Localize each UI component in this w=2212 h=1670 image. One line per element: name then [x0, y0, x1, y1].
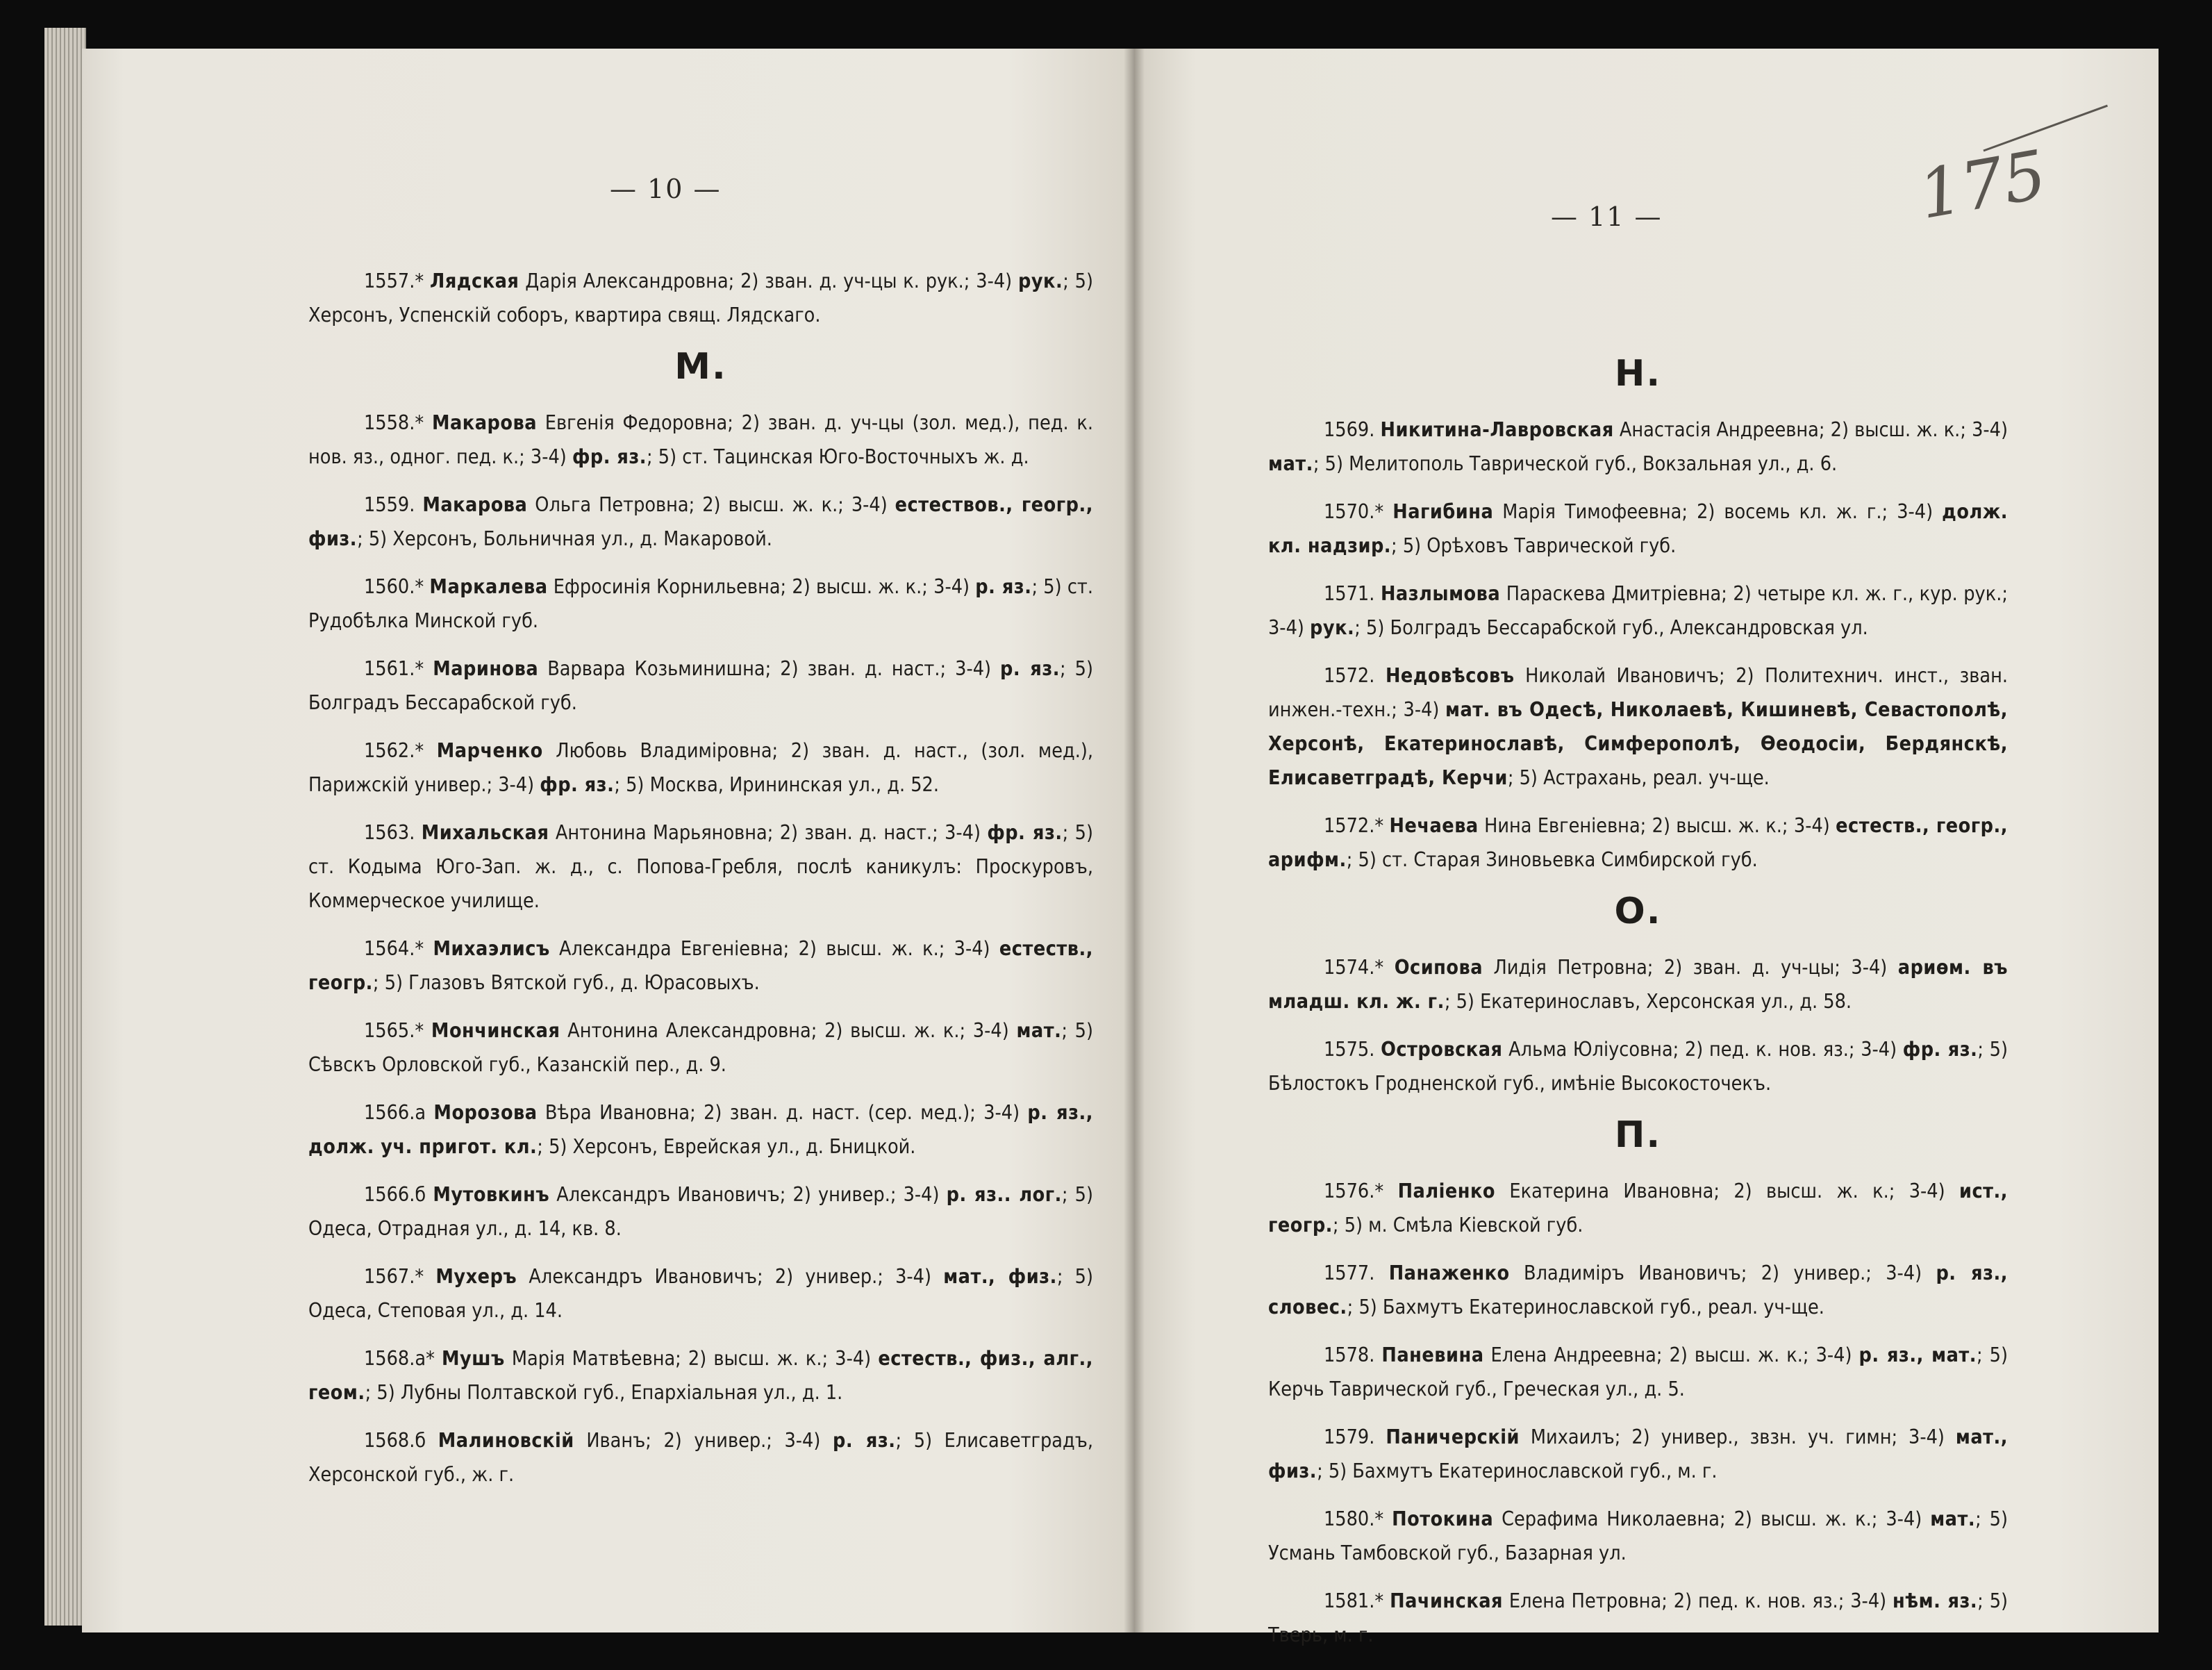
entry-bold-text: естеств., геогр., арифм. — [1268, 814, 2008, 871]
entry-text: ; 5) Елисаветградъ, Херсонской губ., ж. г. — [308, 1429, 1094, 1486]
book-gutter — [1124, 49, 1145, 1632]
entry-text: 1568.б — [364, 1429, 438, 1452]
entry-text: ; 5) Екатеринославъ, Херсонская ул., д. 58. — [1444, 990, 1852, 1013]
entry-bold-text: р. яз., словес. — [1268, 1262, 2008, 1318]
entry-text: Серафима Николаевна; 2) высш. ж. к.; 3-4) — [1493, 1507, 1931, 1530]
entry-text: 1579. — [1324, 1425, 1386, 1448]
register-entry — [308, 570, 1093, 638]
entry-text: Евгенія Федоровна; 2) зван. д. уч-цы (зол. мед.), пед. к. нов. яз., одног. пед. к.; 3-4) — [308, 411, 1093, 468]
register-entry — [1268, 1584, 2008, 1652]
register-entry — [1268, 1338, 2008, 1406]
entry-bold-text: Никитина-Лавровская — [1380, 418, 1614, 441]
entry-bold-text: Марченко — [436, 739, 543, 762]
entry-text: ; 5) ст. Рудобѣлка Минской губ. — [308, 575, 1094, 632]
entry-text: ; 5) м. Смѣла Кіевской губ. — [1332, 1214, 1583, 1237]
entry-text: Дарія Александровна; 2) зван. д. уч-цы к. рук.; 3-4) — [519, 270, 1018, 292]
register-entry — [308, 1259, 1093, 1328]
entry-text: ; 5) Тверь, м. г. — [1268, 1589, 2009, 1646]
entry-bold-text: мат., физ. — [943, 1265, 1057, 1288]
entry-text: 1561.* — [364, 657, 433, 680]
entry-text: 1564.* — [364, 937, 433, 960]
entry-bold-text: Панаженко — [1388, 1262, 1510, 1284]
entry-bold-text: мат. — [1016, 1019, 1062, 1042]
entry-bold-text: Нечаева — [1389, 814, 1479, 837]
entry-bold-text: ариѳм. въ младш. кл. ж. г. — [1268, 956, 2008, 1013]
register-entry — [308, 264, 1093, 332]
register-entry — [308, 1423, 1093, 1491]
entry-bold-text: Осипова — [1394, 956, 1483, 979]
entry-bold-text: мат. — [1268, 452, 1313, 475]
entry-text: ; 5) Глазовъ Вятской губ., д. Юрасовыхъ. — [372, 971, 760, 994]
entry-text: ; 5) Болградъ Бессарабской губ., Александровская ул. — [1354, 616, 1868, 639]
entry-bold-text: Макарова — [422, 493, 528, 516]
entry-text: ; 5) Астрахань, реал. уч-ще. — [1507, 766, 1770, 789]
register-entry — [1268, 950, 2008, 1018]
entry-bold-text: Макарова — [431, 411, 538, 434]
entry-bold-text: Малиновскій — [438, 1429, 574, 1452]
entry-text: ; 5) Херсонъ, Успенскій соборъ, квартира свящ. Лядскаго. — [308, 270, 1093, 326]
entry-text: Марія Матвѣевна; 2) высш. ж. к.; 3-4) — [504, 1347, 879, 1370]
entry-bold-text: р. яз. — [1000, 657, 1061, 680]
register-entry — [308, 1341, 1093, 1409]
entry-text: 1581.* — [1324, 1589, 1390, 1612]
page-number-left: — 10 — — [610, 174, 722, 204]
register-entry — [1268, 413, 2008, 481]
entry-bold-text: Недовѣсовъ — [1385, 664, 1515, 687]
right-page — [1134, 49, 2159, 1646]
entry-text: Елена Петровна; 2) пед. к. нов. яз.; 3-4) — [1503, 1589, 1893, 1612]
entry-bold-text: фр. яз. — [1902, 1038, 1978, 1061]
entry-bold-text: р. яз., мат. — [1858, 1344, 1977, 1366]
entry-text: 1568.а* — [364, 1347, 442, 1370]
register-entry — [1268, 1032, 2008, 1100]
register-entry — [308, 1177, 1093, 1246]
section-letter: М. — [674, 346, 727, 388]
archive-handwritten-number: 175 — [1913, 135, 2052, 235]
page-number-right: — 11 — — [1551, 201, 1663, 232]
entry-text: ; 5) ст. Кодыма Юго-Зап. ж. д., с. Попова-Гребля, послѣ каникулъ: Проскуровъ, Коммерческое училище. — [308, 821, 1093, 912]
entry-bold-text: р. яз. — [975, 575, 1032, 598]
register-entry — [308, 1014, 1093, 1082]
entry-text: Николай Ивановичъ; 2) Политехнич. инст., зван. инжен.-техн.; 3-4) — [1268, 664, 2008, 721]
entry-text: 1560.* — [364, 575, 430, 598]
entry-bold-text: нѣм. яз. — [1893, 1589, 1978, 1612]
entry-text: ; 5) Усмань Тамбовской губ., Базарная ул. — [1268, 1507, 2008, 1564]
entry-text: 1562.* — [364, 739, 437, 762]
entry-text: 1574.* — [1324, 956, 1395, 979]
section-letter: П. — [1614, 1114, 1662, 1156]
entry-text: Екатерина Ивановна; 2) высш. ж. к.; 3-4) — [1495, 1180, 1959, 1202]
register-entry — [308, 488, 1093, 556]
register-entry — [308, 734, 1093, 802]
entry-bold-text: Мончинская — [431, 1019, 560, 1042]
entry-text: Владиміръ Ивановичъ; 2) универ.; 3-4) — [1509, 1262, 1936, 1284]
entry-bold-text: Нагибина — [1392, 500, 1494, 523]
entry-text: Альма Юліусовна; 2) пед. к. нов. яз.; 3-4) — [1502, 1038, 1903, 1061]
register-entry — [308, 816, 1093, 918]
entry-bold-text: естествов., геогр., физ. — [308, 493, 1093, 550]
entry-text: 1566.б — [364, 1183, 433, 1206]
entry-bold-text: Паліенко — [1397, 1180, 1496, 1202]
entry-text: ; 5) Москва, Ирининская ул., д. 52. — [614, 773, 940, 796]
entry-text: ; 5) Бѣлостокъ Гродненской губ., имѣніе Высокосточекъ. — [1268, 1038, 2008, 1095]
entry-bold-text: Назлымова — [1380, 582, 1501, 605]
entry-text: 1576.* — [1324, 1180, 1398, 1202]
entry-text: 1580.* — [1324, 1507, 1392, 1530]
entry-bold-text: долж. кл. надзир. — [1268, 500, 2008, 557]
right-page-text — [1268, 347, 2008, 1666]
entry-bold-text: Лядская — [430, 270, 519, 292]
entry-text: Александръ Ивановичъ; 2) универ.; 3-4) — [517, 1265, 944, 1288]
entry-text: Александра Евгеніевна; 2) высш. ж. к.; 3-4) — [549, 937, 999, 960]
entry-bold-text: Островская — [1381, 1038, 1503, 1061]
entry-text: ; 5) Бахмутъ Екатеринославской губ., реал. уч-ще. — [1347, 1296, 1824, 1318]
register-entry — [308, 406, 1093, 474]
entry-text: Лидія Петровна; 2) зван. д. уч-цы; 3-4) — [1483, 956, 1898, 979]
entry-text: 1558.* — [364, 411, 432, 434]
entry-bold-text: фр. яз. — [540, 773, 615, 796]
entry-bold-text: рук. — [1310, 616, 1355, 639]
entry-text: 1572.* — [1324, 814, 1390, 837]
entry-text: ; 5) ст. Старая Зиновьевка Симбирской губ. — [1346, 848, 1758, 871]
entry-text: 1559. — [364, 493, 423, 516]
entry-text: Антонина Александровна; 2) высш. ж. к.; 3-4) — [560, 1019, 1017, 1042]
entry-bold-text: Морозова — [433, 1101, 538, 1124]
entry-text: 1578. — [1324, 1344, 1382, 1366]
entry-text: ; 5) Болградъ Бессарабской губ. — [308, 657, 1093, 714]
entry-bold-text: Паничерскій — [1386, 1425, 1520, 1448]
page-edges — [44, 28, 86, 1626]
register-entry — [1268, 577, 2008, 645]
register-entry — [1268, 1174, 2008, 1242]
entry-bold-text: р. яз. — [832, 1429, 896, 1452]
entry-bold-text: Маринова — [433, 657, 539, 680]
entry-text: 1569. — [1324, 418, 1381, 441]
entry-text: 1567.* — [364, 1265, 436, 1288]
entry-bold-text: Михальская — [421, 821, 549, 844]
entry-text: Елена Андреевна; 2) высш. ж. к.; 3-4) — [1483, 1344, 1859, 1366]
entry-text: ; 5) Сѣвскъ Орловской губ., Казанскій пер., д. 9. — [308, 1019, 1094, 1076]
entry-text: 1557.* — [364, 270, 431, 292]
entry-text: Ольга Петровна; 2) высш. ж. к.; 3-4) — [527, 493, 895, 516]
entry-text: Михаилъ; 2) универ., звзн. уч. гимн; 3-4) — [1519, 1425, 1956, 1448]
entry-bold-text: Потокина — [1392, 1507, 1494, 1530]
entry-bold-text: естеств., физ., алг., геом. — [308, 1347, 1093, 1404]
register-entry — [1268, 659, 2008, 795]
entry-bold-text: Михаэлисъ — [433, 937, 550, 960]
register-entry — [308, 652, 1093, 720]
entry-bold-text: Паневина — [1381, 1344, 1484, 1366]
entry-bold-text: Маркалева — [429, 575, 548, 598]
entry-text: Антонина Марьяновна; 2) зван. д. наст.; 3-4) — [549, 821, 988, 844]
entry-text: ; 5) Лубны Полтавской губ., Епархіальная ул., д. 1. — [365, 1381, 843, 1404]
entry-text: Нина Евгеніевна; 2) высш. ж. к.; 3-4) — [1478, 814, 1836, 837]
entry-bold-text: мат. — [1930, 1507, 1976, 1530]
entry-bold-text: Мушъ — [442, 1347, 505, 1370]
entry-text: Любовь Владиміровна; 2) зван. д. наст., (зол. мед.), Парижскій универ.; 3-4) — [308, 739, 1094, 796]
entry-text: ; 5) Херсонъ, Еврейская ул., д. Бницкой. — [537, 1135, 916, 1158]
section-letter: О. — [1614, 891, 1662, 932]
entry-text: ; 5) Мелитополь Таврической губ., Вокзальная ул., д. 6. — [1313, 452, 1838, 475]
entry-text: ; 5) Керчь Таврической губ., Греческая ул., д. 5. — [1268, 1344, 2008, 1400]
left-page-text — [308, 264, 1093, 1505]
entry-text: Марія Тимофеевна; 2) восемь кл. ж. г.; 3-4) — [1493, 500, 1943, 523]
entry-text: Параскева Дмитріевна; 2) четыре кл. ж. г., кур. рук.; 3-4) — [1268, 582, 2008, 639]
entry-bold-text: мат., физ. — [1268, 1425, 2008, 1482]
entry-bold-text: фр. яз. — [987, 821, 1063, 844]
register-entry — [308, 1096, 1093, 1164]
entry-text: 1575. — [1324, 1038, 1381, 1061]
entry-bold-text: Пачинская — [1390, 1589, 1504, 1612]
section-letter: Н. — [1614, 353, 1662, 395]
entry-text: Варвара Козьминишна; 2) зван. д. наст.; 3-4) — [538, 657, 1001, 680]
entry-text: 1571. — [1324, 582, 1381, 605]
left-page — [82, 49, 1134, 1632]
entry-bold-text: р. яз.. лог. — [946, 1183, 1062, 1206]
entry-text: ; 5) Одеса, Степовая ул., д. 14. — [308, 1265, 1094, 1322]
entry-bold-text: Мутовкинъ — [433, 1183, 550, 1206]
entry-bold-text: Мухеръ — [435, 1265, 517, 1288]
entry-text: Анастасія Андреевна; 2) высш. ж. к.; 3-4) — [1613, 418, 2008, 441]
entry-text: Иванъ; 2) универ.; 3-4) — [574, 1429, 833, 1452]
entry-bold-text: естеств., геогр. — [308, 937, 1093, 994]
entry-text: 1565.* — [364, 1019, 431, 1042]
entry-bold-text: р. яз., долж. уч. пригот. кл. — [308, 1101, 1093, 1158]
entry-bold-text: фр. яз. — [572, 445, 647, 468]
entry-text: 1570.* — [1324, 500, 1393, 523]
entry-bold-text: ист., геогр. — [1268, 1180, 2008, 1237]
register-entry — [1268, 495, 2008, 563]
register-entry — [1268, 1502, 2008, 1570]
entry-text: Ефросинія Корнильевна; 2) высш. ж. к.; 3-4) — [547, 575, 976, 598]
entry-text: 1563. — [364, 821, 422, 844]
entry-text: Вѣра Ивановна; 2) зван. д. наст. (сер. мед.); 3-4) — [537, 1101, 1028, 1124]
register-entry — [308, 932, 1093, 1000]
entry-text: ; 5) Бахмутъ Екатеринославской губ., м. г. — [1317, 1460, 1718, 1482]
entry-text: 1577. — [1324, 1262, 1389, 1284]
entry-text: 1572. — [1324, 664, 1386, 687]
entry-bold-text: мат. въ Одесѣ, Николаевѣ, Кишиневѣ, Севастополѣ, Херсонѣ, Екатеринославѣ, Симферополѣ, Ѳеодосіи, Бердянскѣ, Елисаветградѣ, Керчи — [1268, 698, 2008, 789]
entry-text: ; 5) Одеса, Отрадная ул., д. 14, кв. 8. — [308, 1183, 1093, 1240]
entry-text: Александръ Ивановичъ; 2) универ.; 3-4) — [549, 1183, 947, 1206]
entry-text: 1566.а — [364, 1101, 434, 1124]
entry-bold-text: рук. — [1017, 270, 1063, 292]
entry-text: ; 5) Херсонъ, Больничная ул., д. Макаровой. — [357, 527, 772, 550]
register-entry — [1268, 1256, 2008, 1324]
register-entry — [1268, 809, 2008, 877]
entry-text: ; 5) ст. Тацинская Юго-Восточныхъ ж. д. — [647, 445, 1029, 468]
register-entry — [1268, 1420, 2008, 1488]
entry-text: ; 5) Орѣховъ Таврической губ. — [1391, 534, 1677, 557]
